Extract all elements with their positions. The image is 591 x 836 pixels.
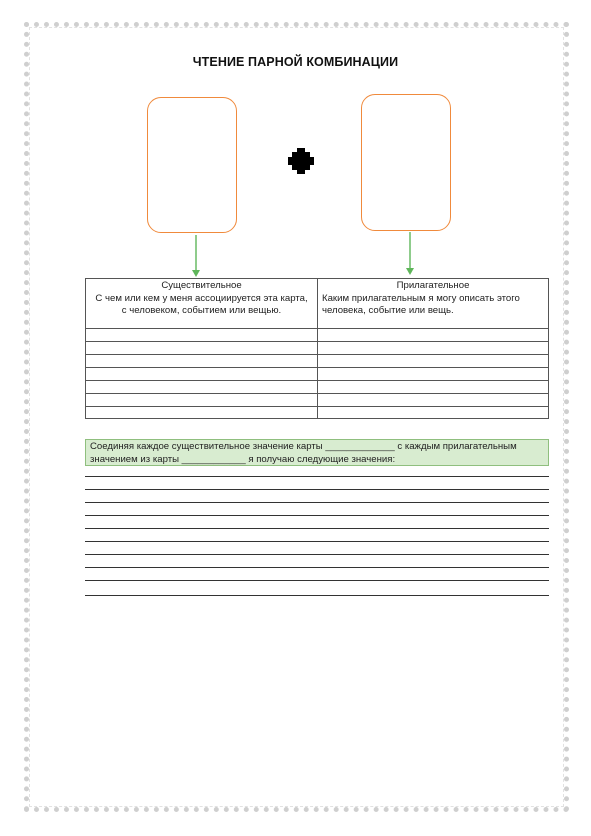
- table-row-line: [86, 354, 548, 355]
- arrow-down-icon: [404, 232, 416, 276]
- writing-line: [85, 595, 549, 596]
- page-title: ЧТЕНИЕ ПАРНОЙ КОМБИНАЦИИ: [192, 55, 399, 69]
- writing-line: [85, 554, 549, 555]
- table-row-line: [86, 367, 548, 368]
- table-row-line: [86, 406, 548, 407]
- noun-column-header: [92, 280, 311, 318]
- plus-icon: [288, 148, 314, 174]
- noun-description: С чем или кем у меня ассоциируется эта карта, с человеком, событием или вещью.: [95, 292, 308, 316]
- writing-line: [85, 476, 549, 477]
- writing-line: [85, 580, 549, 581]
- table-row-line: [86, 328, 548, 329]
- writing-line: [85, 567, 549, 568]
- instruction-note: Соединяя каждое существительное значение карты _____________ с каждым прилагательным значением из карты ____________ я получаю следующие значения:: [85, 439, 549, 466]
- table-row-line: [86, 393, 548, 394]
- table-row-line: [86, 380, 548, 381]
- adjective-column-header: [322, 280, 544, 318]
- adjective-heading: Прилагательное: [396, 280, 470, 291]
- arrow-down-icon: [190, 235, 202, 278]
- writing-line: [85, 515, 549, 516]
- column-divider: [317, 279, 318, 418]
- noun-heading: Существительное: [161, 280, 242, 291]
- table-row-line: [86, 341, 548, 342]
- card-slot-left: [147, 97, 237, 233]
- card-slot-right: [361, 94, 451, 231]
- writing-line: [85, 489, 549, 490]
- writing-line: [85, 528, 549, 529]
- writing-line: [85, 541, 549, 542]
- adjective-description: Каким прилагательным я могу описать этого человека, событие или вещь.: [322, 292, 520, 316]
- noun-adjective-table: [85, 278, 549, 419]
- writing-line: [85, 502, 549, 503]
